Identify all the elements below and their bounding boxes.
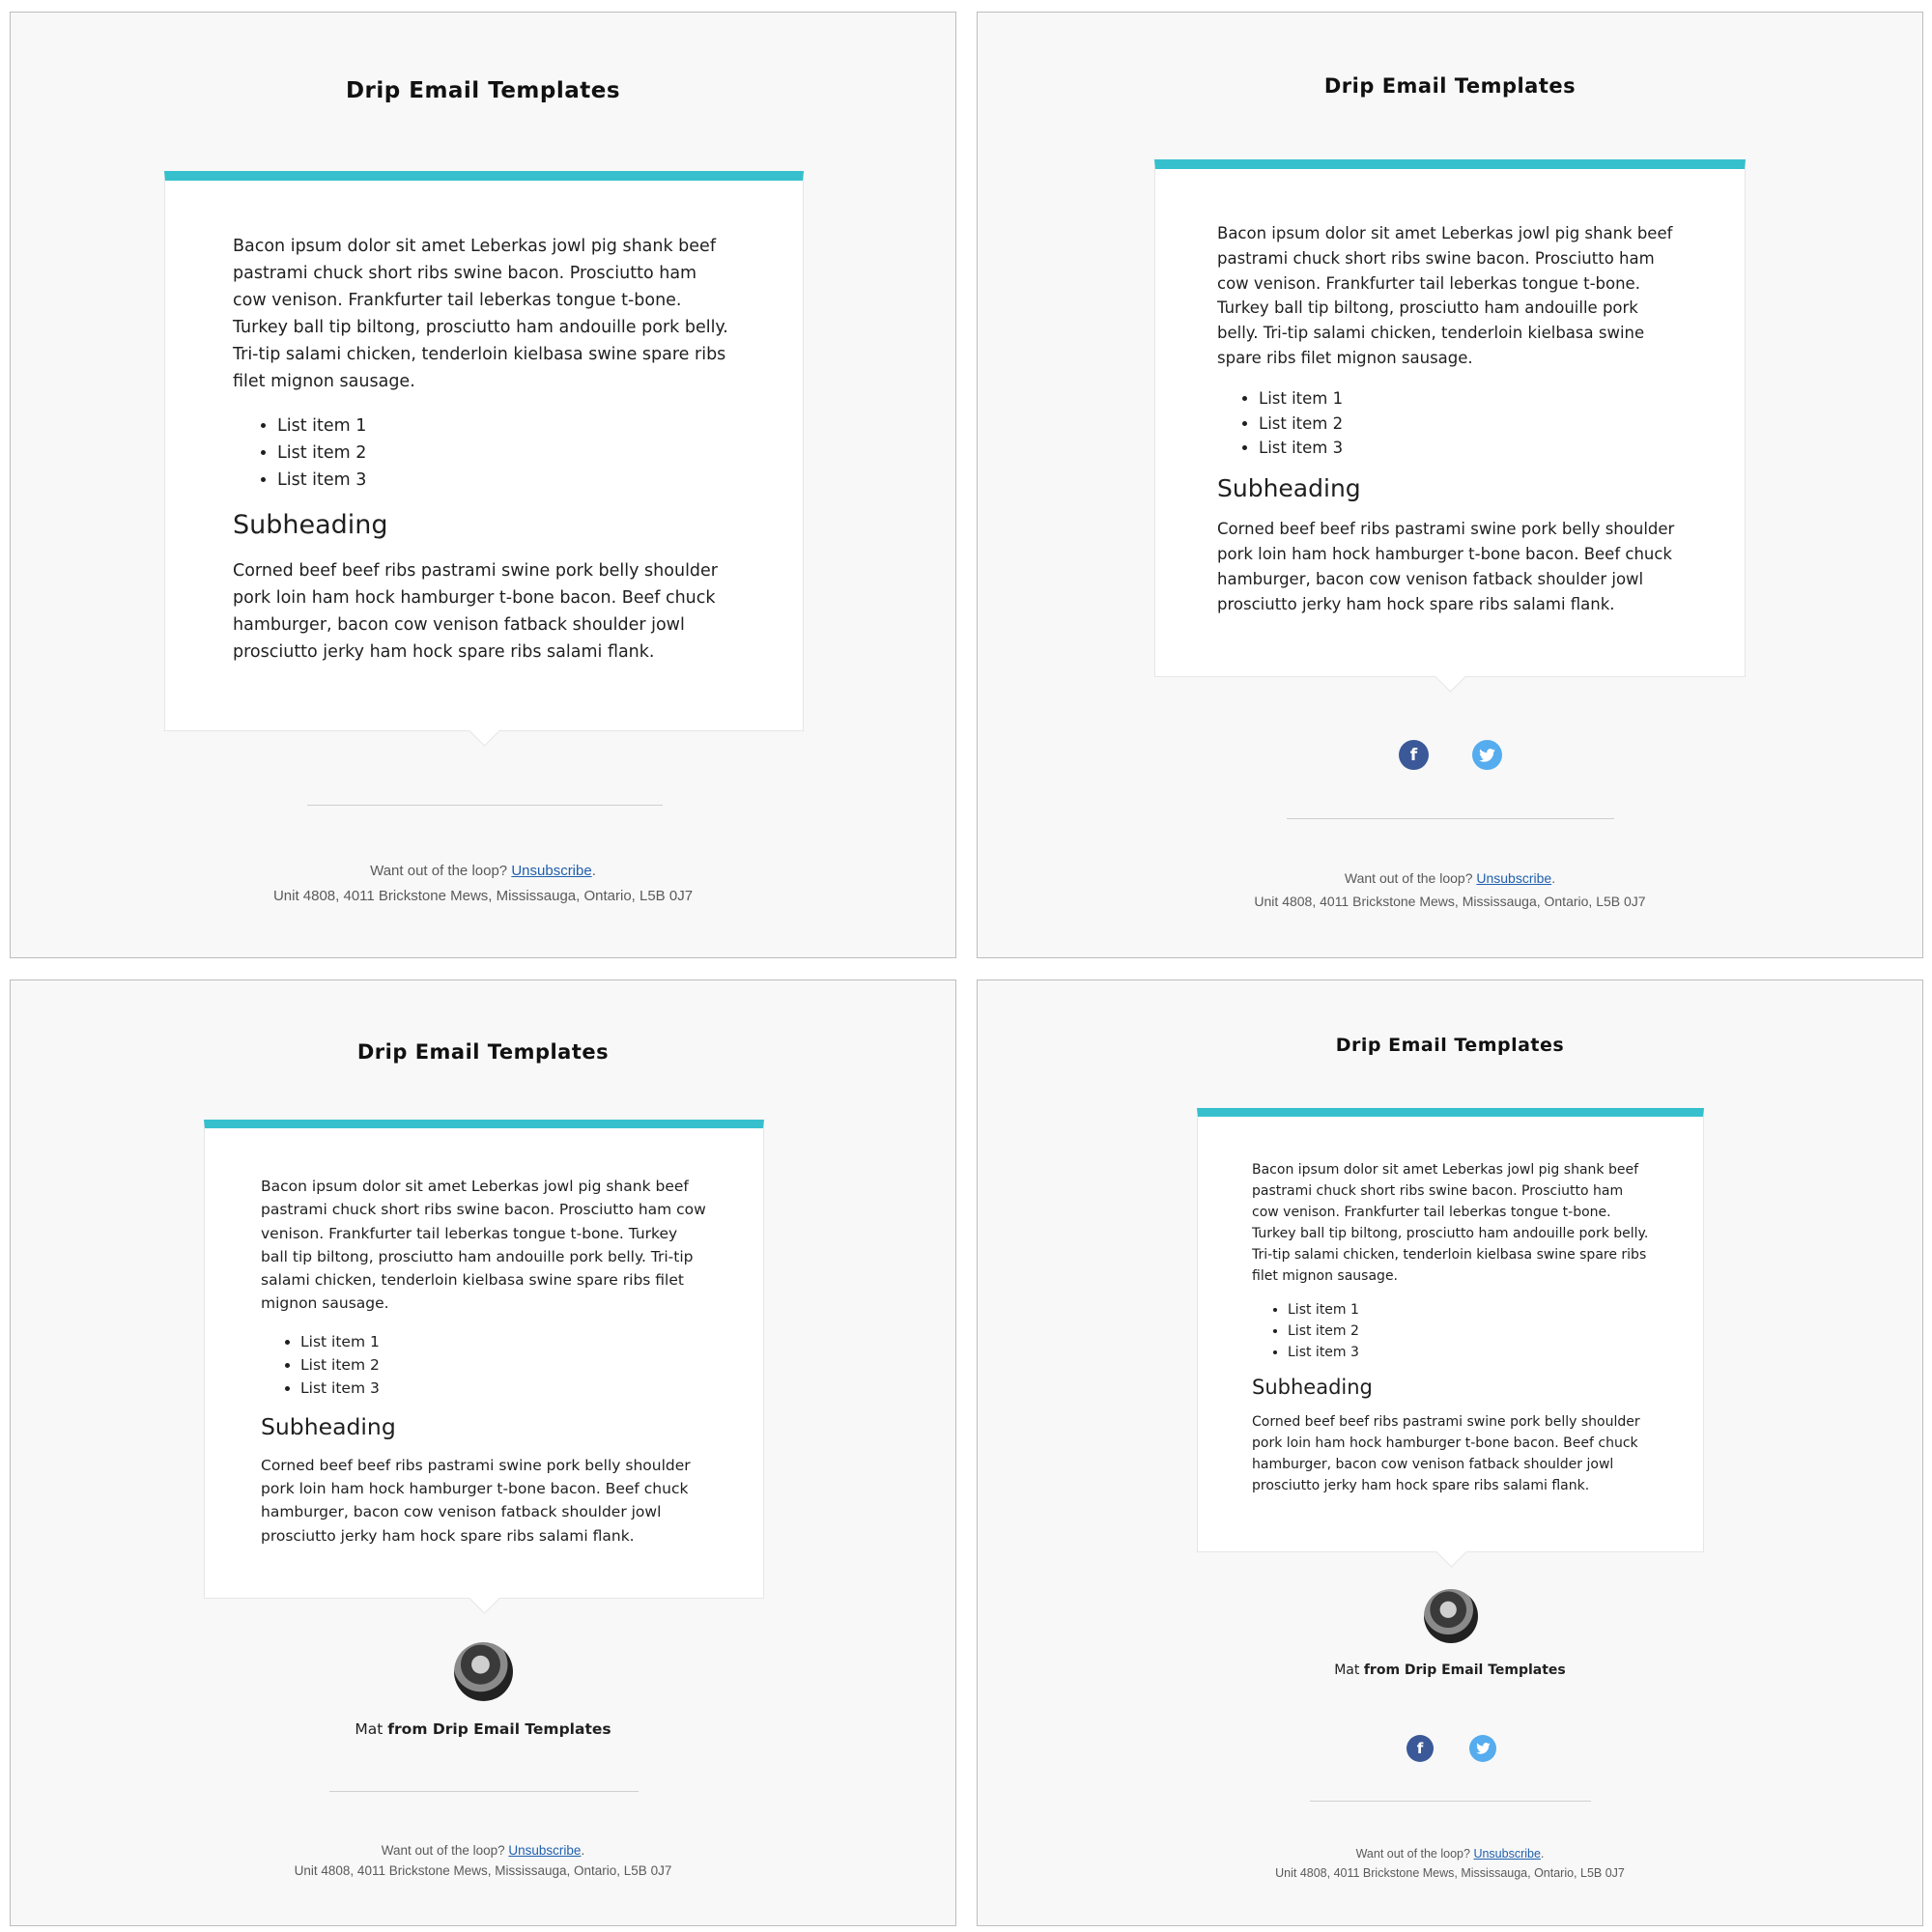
footer-period: . bbox=[1540, 1847, 1545, 1861]
unsubscribe-prompt: Want out of the loop? bbox=[370, 863, 508, 879]
footer-divider bbox=[1310, 1801, 1591, 1802]
email-preview-social bbox=[977, 12, 1923, 958]
sender-name: Mat bbox=[355, 1720, 384, 1738]
list-item: • List item 1 bbox=[1259, 386, 1683, 412]
list-item: • List item 2 bbox=[1259, 412, 1683, 437]
sender-signature bbox=[978, 1662, 1922, 1678]
unsubscribe-link[interactable]: Unsubscribe bbox=[1476, 870, 1552, 886]
subheading: Subheading bbox=[233, 510, 388, 540]
sender-signature bbox=[11, 1720, 955, 1738]
email-title: Drip Email Templates bbox=[1335, 1035, 1565, 1056]
footer-address: Unit 4808, 4011 Brickstone Mews, Mississauga, Ontario, L5B 0J7 bbox=[1275, 1866, 1625, 1880]
email-title: Drip Email Templates bbox=[356, 1040, 610, 1064]
list-item: • List item 1 bbox=[300, 1330, 707, 1353]
sender-avatar bbox=[1424, 1589, 1478, 1643]
list-item: • List item 1 bbox=[1288, 1299, 1649, 1321]
intro-paragraph: Bacon ipsum dolor sit amet Leberkas jowl pig shank beef pastrami chuck short ribs swine bacon. Prosciutto ham cow venison. Frankfurter tail leberkas tongue t-bone. Turkey ball tip biltong, prosciutto ham andouille pork belly. Tri-tip salami chicken, tenderloin kielbasa swine spare ribs filet mignon sausage. bbox=[261, 1178, 706, 1313]
email-preview-basic bbox=[10, 12, 956, 958]
facebook-icon[interactable]: f bbox=[1399, 740, 1429, 770]
footer-address: Unit 4808, 4011 Brickstone Mews, Mississauga, Ontario, L5B 0J7 bbox=[272, 888, 694, 904]
unsubscribe-link[interactable]: Unsubscribe bbox=[511, 863, 592, 879]
sender-avatar bbox=[454, 1642, 513, 1701]
footer-period: . bbox=[1551, 870, 1556, 886]
body-paragraph: Corned beef beef ribs pastrami swine pork belly shoulder pork loin ham hock hamburger t-bone bacon. Beef chuck hamburger, bacon cow venison fatback shoulder jowl prosciutto jerky ham hock spare ribs salami flank. bbox=[1252, 1414, 1640, 1493]
body-paragraph: Corned beef beef ribs pastrami swine pork belly shoulder pork loin ham hock hamburger t-bone bacon. Beef chuck hamburger, bacon cow venison fatback shoulder jowl prosciutto jerky ham hock spare ribs salami flank. bbox=[233, 561, 718, 662]
email-card bbox=[164, 171, 804, 731]
bullet-list bbox=[277, 412, 735, 494]
twitter-bird-icon bbox=[1476, 1743, 1491, 1754]
list-item: • List item 3 bbox=[1259, 436, 1683, 461]
sender-from: from Drip Email Templates bbox=[387, 1720, 611, 1738]
unsubscribe-link[interactable]: Unsubscribe bbox=[1473, 1847, 1541, 1861]
unsubscribe-prompt: Want out of the loop? bbox=[1344, 870, 1473, 886]
footer-address: Unit 4808, 4011 Brickstone Mews, Mississauga, Ontario, L5B 0J7 bbox=[1254, 894, 1646, 909]
sender-name: Mat bbox=[1334, 1662, 1360, 1678]
subheading: Subheading bbox=[1252, 1376, 1373, 1399]
facebook-icon[interactable]: f bbox=[1406, 1735, 1434, 1762]
intro-paragraph: Bacon ipsum dolor sit amet Leberkas jowl pig shank beef pastrami chuck short ribs swine bacon. Prosciutto ham cow venison. Frankfurter tail leberkas tongue t-bone. Turkey ball tip biltong, prosciutto ham andouille pork belly. Tri-tip salami chicken, tenderloin kielbasa swine spare ribs filet mignon sausage. bbox=[233, 237, 728, 391]
footer-divider bbox=[1287, 818, 1614, 819]
bullet-list bbox=[1288, 1299, 1649, 1363]
email-title: Drip Email Templates bbox=[1323, 74, 1577, 98]
sender-from: from Drip Email Templates bbox=[1363, 1662, 1566, 1678]
list-item: • List item 2 bbox=[1288, 1321, 1649, 1342]
footer-divider bbox=[329, 1791, 639, 1792]
intro-paragraph: Bacon ipsum dolor sit amet Leberkas jowl pig shank beef pastrami chuck short ribs swine bacon. Prosciutto ham cow venison. Frankfurter tail leberkas tongue t-bone. Turkey ball tip biltong, prosciutto ham andouille pork belly. Tri-tip salami chicken, tenderloin kielbasa swine spare ribs filet mignon sausage. bbox=[1217, 224, 1673, 367]
twitter-bird-icon bbox=[1479, 749, 1495, 762]
email-card bbox=[204, 1120, 764, 1599]
email-footer bbox=[978, 1844, 1922, 1883]
list-item: • List item 3 bbox=[300, 1377, 707, 1400]
bullet-list bbox=[1259, 386, 1683, 461]
list-item: • List item 3 bbox=[1288, 1342, 1649, 1363]
body-paragraph: Corned beef beef ribs pastrami swine pork belly shoulder pork loin ham hock hamburger t-bone bacon. Beef chuck hamburger, bacon cow venison fatback shoulder jowl prosciutto jerky ham hock spare ribs salami flank. bbox=[261, 1456, 691, 1545]
body-paragraph: Corned beef beef ribs pastrami swine pork belly shoulder pork loin ham hock hamburger t-bone bacon. Beef chuck hamburger, bacon cow venison fatback shoulder jowl prosciutto jerky ham hock spare ribs salami flank. bbox=[1217, 520, 1675, 613]
footer-address: Unit 4808, 4011 Brickstone Mews, Mississauga, Ontario, L5B 0J7 bbox=[294, 1863, 672, 1878]
subheading: Subheading bbox=[261, 1412, 396, 1440]
unsubscribe-link[interactable]: Unsubscribe bbox=[508, 1843, 582, 1858]
email-footer bbox=[11, 859, 955, 909]
list-item: • List item 3 bbox=[277, 467, 735, 494]
unsubscribe-prompt: Want out of the loop? bbox=[1355, 1847, 1470, 1861]
card-pointer bbox=[469, 715, 500, 747]
twitter-icon[interactable] bbox=[1469, 1735, 1496, 1762]
card-pointer bbox=[1435, 1536, 1467, 1568]
list-item: • List item 2 bbox=[300, 1353, 707, 1377]
email-title: Drip Email Templates bbox=[345, 78, 621, 103]
card-pointer bbox=[1435, 661, 1466, 693]
bullet-list bbox=[300, 1330, 707, 1401]
email-card bbox=[1154, 159, 1746, 677]
email-preview-sender-social bbox=[977, 980, 1923, 1926]
card-pointer bbox=[469, 1582, 500, 1614]
email-preview-sender bbox=[10, 980, 956, 1926]
list-item: • List item 2 bbox=[277, 440, 735, 467]
footer-period: . bbox=[591, 863, 596, 879]
footer-divider bbox=[307, 805, 663, 806]
subheading: Subheading bbox=[1217, 474, 1361, 503]
email-footer bbox=[978, 867, 1922, 913]
unsubscribe-prompt: Want out of the loop? bbox=[381, 1843, 505, 1858]
list-item: • List item 1 bbox=[277, 412, 735, 440]
intro-paragraph: Bacon ipsum dolor sit amet Leberkas jowl pig shank beef pastrami chuck short ribs swine bacon. Prosciutto ham cow venison. Frankfurter tail leberkas tongue t-bone. Turkey ball tip biltong, prosciutto ham andouille pork belly. Tri-tip salami chicken, tenderloin kielbasa swine spare ribs filet mignon sausage. bbox=[1252, 1162, 1649, 1284]
twitter-icon[interactable] bbox=[1472, 740, 1502, 770]
email-footer bbox=[11, 1840, 955, 1881]
email-card bbox=[1197, 1108, 1704, 1552]
footer-period: . bbox=[581, 1843, 585, 1858]
